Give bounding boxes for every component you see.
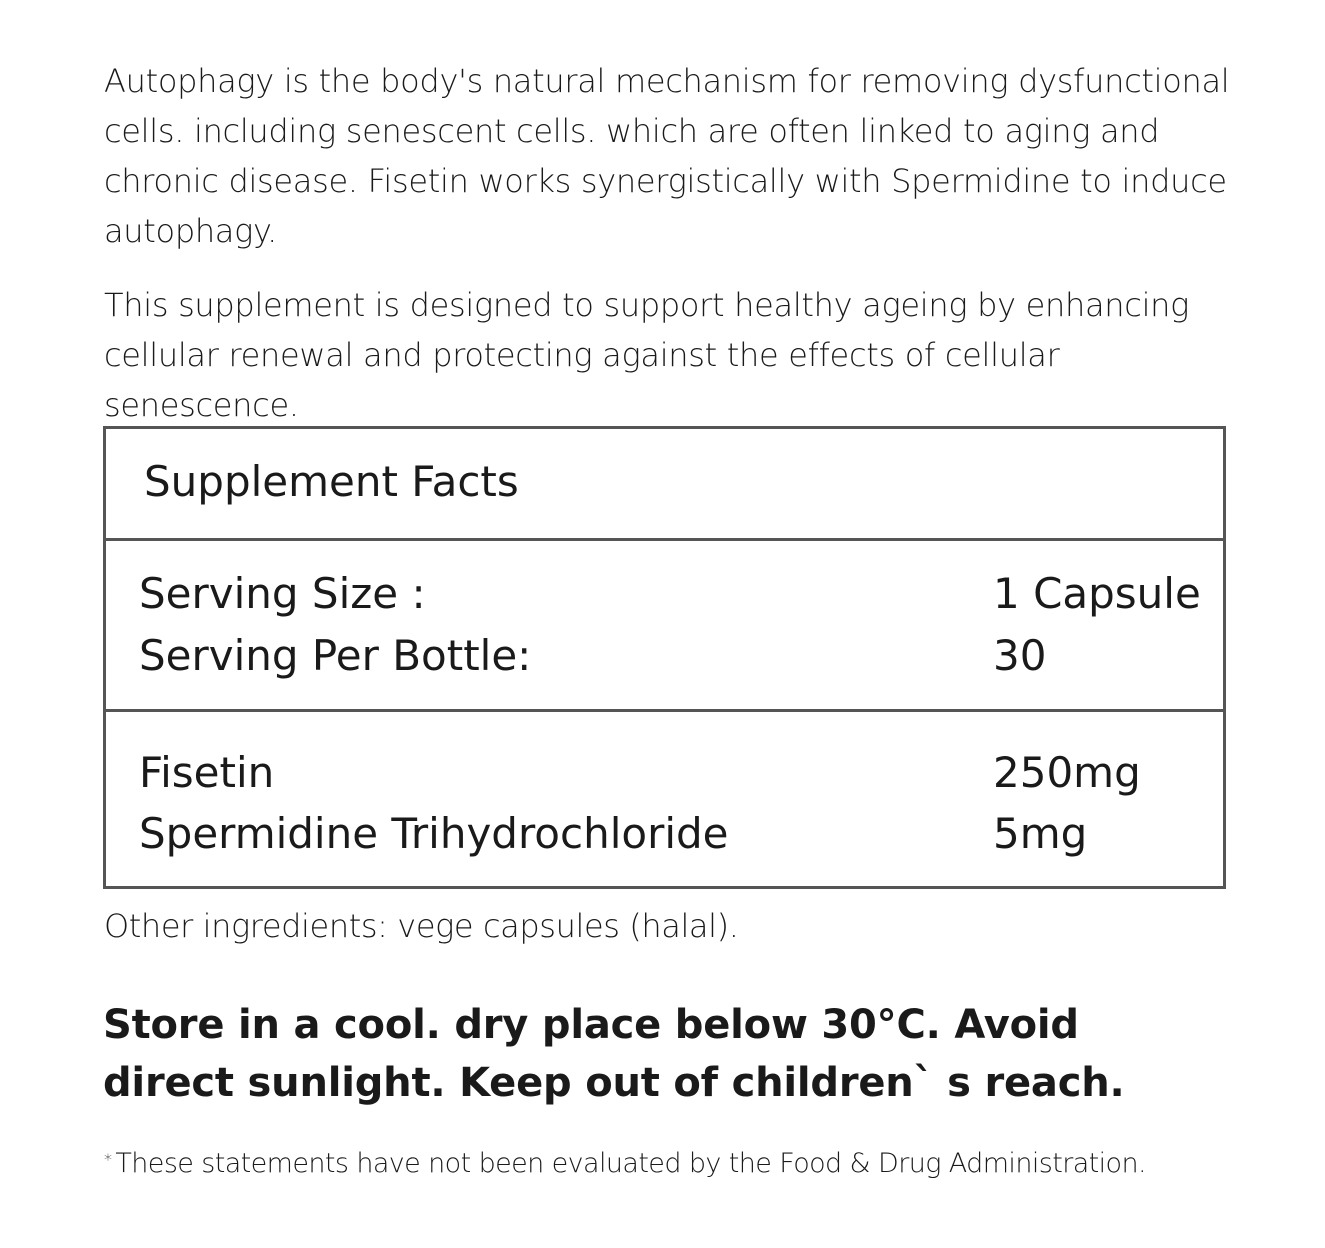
other-ingredients-text: Other ingredients: vege capsules (halal). <box>104 907 739 945</box>
ingredient-amount: 5mg <box>993 809 1088 858</box>
supplement-facts-title: Supplement Facts <box>144 457 519 506</box>
servings-per-bottle-value: 30 <box>993 631 1047 680</box>
storage-instructions: Store in a cool. dry place below 30°C. Avoid direct sunlight. Keep out of children` s reach. <box>103 1002 1125 1106</box>
ingredient-amount: 250mg <box>993 748 1141 797</box>
ingredients-section <box>106 712 1223 884</box>
intro-paragraph-supplement: This supplement is designed to support healthy ageing by enhancing cellular renewal and protecting against the effects of cellular senescence. <box>104 286 1190 424</box>
supplement-facts-header <box>106 429 1223 541</box>
supplement-facts-panel <box>103 426 1226 889</box>
ingredient-name: Fisetin <box>139 748 275 797</box>
serving-size-label: Serving Size : <box>139 569 426 618</box>
ingredient-name: Spermidine Trihydrochloride <box>139 809 729 858</box>
serving-size-row <box>139 569 1201 629</box>
serving-info-section <box>106 541 1223 712</box>
ingredient-row-fisetin <box>139 748 1193 808</box>
intro-paragraph-autophagy: Autophagy is the body's natural mechanism for removing dysfunctional cells. including senescent cells. which are often linked to aging and chronic disease. Fisetin works synergistically with Spermidine to induce autophagy. <box>104 62 1230 250</box>
serving-size-value: 1 Capsule <box>993 569 1201 618</box>
fda-disclaimer <box>104 1148 1146 1179</box>
servings-per-bottle-row <box>139 631 1193 691</box>
disclaimer-text: These statements have not been evaluated by the Food & Drug Administration. <box>115 1148 1146 1179</box>
ingredient-row-spermidine <box>139 809 1193 869</box>
servings-per-bottle-label: Serving Per Bottle: <box>139 631 532 680</box>
disclaimer-asterisk: * <box>104 1150 112 1169</box>
